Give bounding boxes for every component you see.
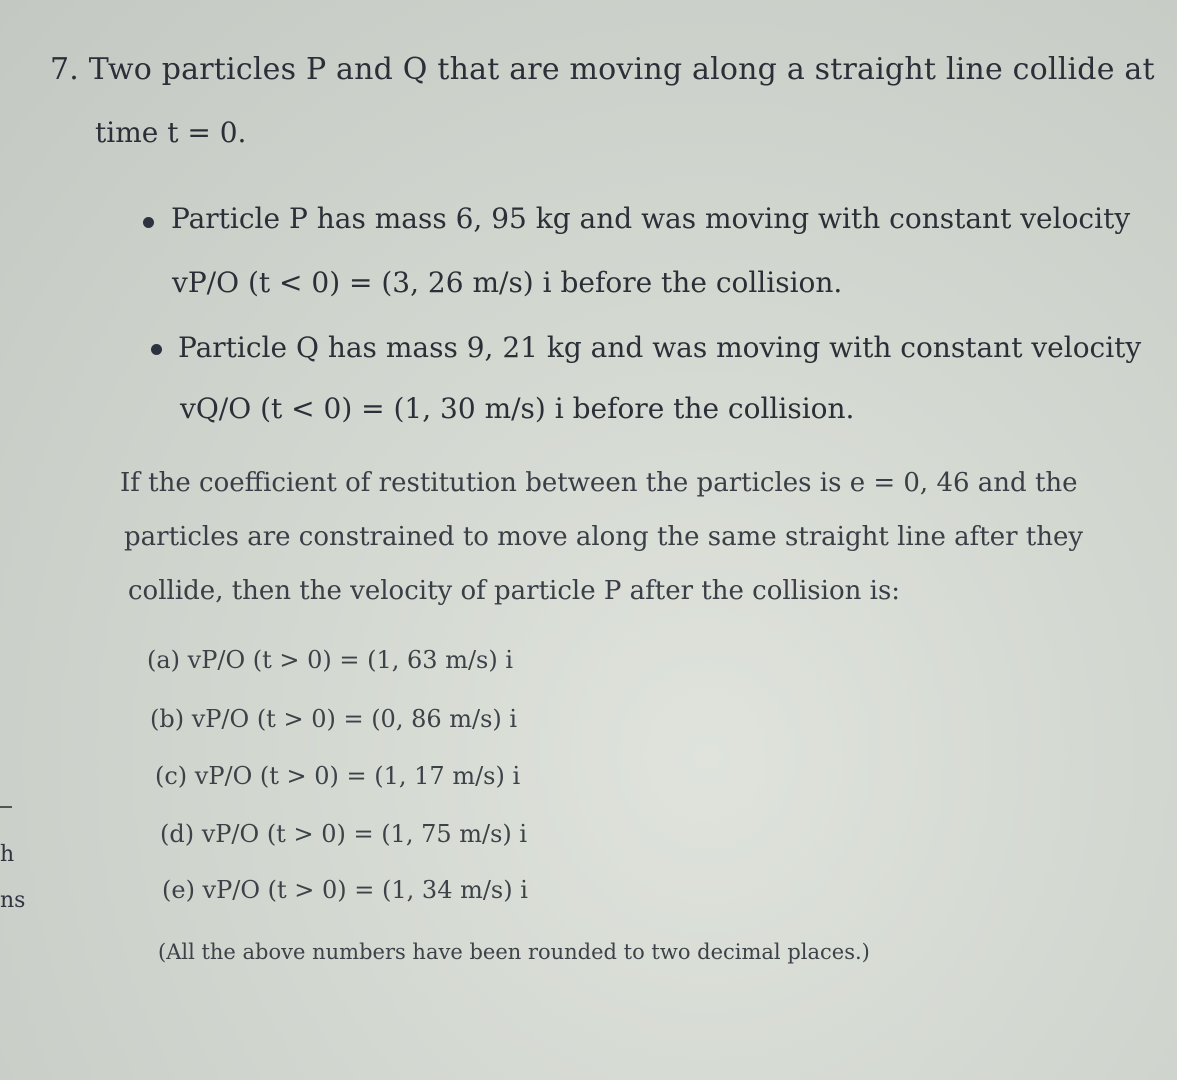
bullet-icon [143,217,154,228]
question-line-1: 7. Two particles P and Q that are moving along a straight line collide at [50,52,1155,87]
option-a: (a) vP/O (t > 0) = (1, 63 m/s) i [147,646,514,674]
question-line-2: time t = 0. [95,116,247,149]
bullet-2-line-2: vQ/O (t < 0) = (1, 30 m/s) i before the collision. [180,392,855,425]
option-b: (b) vP/O (t > 0) = (0, 86 m/s) i [150,705,518,733]
rounding-note: (All the above numbers have been rounded to two decimal places.) [158,940,870,964]
option-e: (e) vP/O (t > 0) = (1, 34 m/s) i [162,876,528,904]
bullet-1-line-2: vP/O (t < 0) = (3, 26 m/s) i before the collision. [172,266,843,299]
bullet-2-line-1: Particle Q has mass 9, 21 kg and was moving with constant velocity [178,331,1142,364]
paragraph-line-3: collide, then the velocity of particle P after the collision is: [128,576,901,606]
edge-fragment-h: h [0,842,15,867]
edge-fragment-ns: ns [0,888,26,913]
bullet-1-line-1: Particle P has mass 6, 95 kg and was moving with constant velocity [171,202,1131,235]
paragraph-line-1: If the coefficient of restitution between the particles is e = 0, 46 and the [120,468,1078,498]
edge-mark [0,806,12,808]
paragraph-line-2: particles are constrained to move along the same straight line after they [124,522,1084,552]
bullet-icon [151,344,162,355]
option-c: (c) vP/O (t > 0) = (1, 17 m/s) i [155,762,521,790]
option-d: (d) vP/O (t > 0) = (1, 75 m/s) i [160,820,528,848]
